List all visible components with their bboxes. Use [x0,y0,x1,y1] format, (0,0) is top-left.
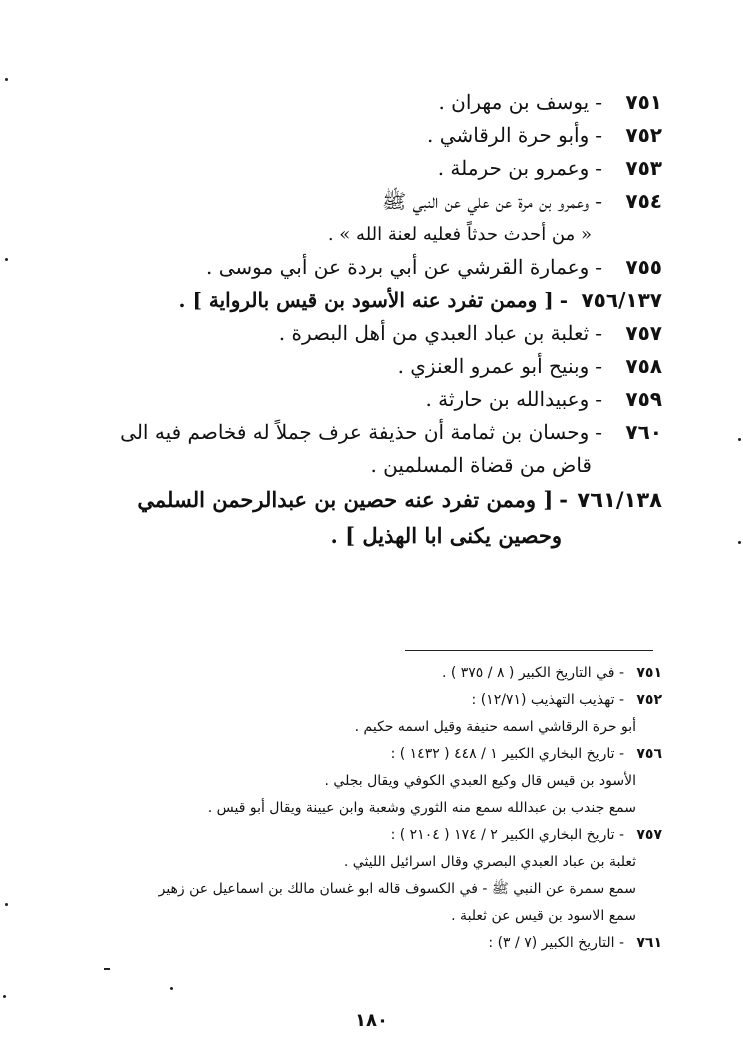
footnote [70,741,662,768]
footnote-text: - في التاريخ الكبير ( ٨ / ٣٧٥ ) . [441,665,624,681]
entry-754-hadith: « من أحدث حدثاً فعليه لعنة الله » . [327,224,592,245]
entry-text: [ وممن تفرد عنه الأسود بن قيس بالرواية ] . [178,288,554,312]
footnote-number: ٧٦١ [636,935,662,951]
entry-dash: - [595,189,602,213]
scan-speck [5,258,8,261]
footnote-number: ٧٥١ [636,665,662,681]
entry-number: ٧٥٦/١٣٧ [581,288,662,312]
scan-speck [5,903,8,906]
entry-761-heading [70,482,662,518]
entry-number: ٧٥٤ [625,189,662,213]
footnote [70,930,662,957]
entry-755 [70,251,662,284]
scan-speck [3,995,6,998]
entry-number: ٧٥٢ [625,123,662,147]
entry-757 [70,317,662,350]
footnote [70,822,662,849]
entry-760-continuation: قاض من قضاة المسلمين . [370,453,592,477]
footnote-detail [70,849,662,876]
entry-dash: - [595,90,602,114]
entry-number: ٧٥١ [625,90,662,114]
entry-dash: - [559,487,568,512]
scan-speck [5,78,8,81]
entry-number: ٧٦٠ [625,420,662,444]
entry-dash: - [595,387,602,411]
footnote-text: - التاريخ الكبير (٧ / ٣) : [488,935,624,951]
entry-756-heading [70,284,662,317]
entry-number: ٧٥٨ [625,354,662,378]
footnote-text: سمع جندب بن عبدالله سمع منه الثوري وشعبة وابن عيينة ويقال أبو قيس . [207,800,636,816]
footnote-number: ٧٥٢ [636,692,662,708]
entry-text: وعمرو بن حرملة . [437,156,590,180]
entry-text: وعمارة القرشي عن أبي بردة عن أبي موسى . [206,255,590,279]
footnote-detail [70,768,662,795]
footnote-number: ٧٥٧ [636,827,662,843]
footnote-detail [70,903,662,930]
entry-dash: - [559,288,568,312]
footnote-text: - تهذيب التهذيب (١٢/٧١) : [471,692,624,708]
entry-text: وحسان بن ثمامة أن حذيفة عرف جملاً له فخاصم فيه الى [120,420,590,444]
footnote-text: - تاريخ البخاري الكبير ٢ / ١٧٤ ( ٢١٠٤ ) : [390,827,624,843]
footnote-detail [70,876,662,903]
footnote-number: ٧٥٦ [636,746,662,762]
entry-751 [70,86,662,119]
entry-number: ٧٥٧ [625,321,662,345]
page-number: ١٨٠ [355,1010,388,1031]
footnotes [70,660,662,957]
entry-number: ٧٥٥ [625,255,662,279]
footnote-text: - تاريخ البخاري الكبير ١ / ٤٤٨ ( ١٤٣٢ ) : [390,746,624,762]
footnote-text: أبو حرة الرقاشي اسمه حنيفة وقيل اسمه حكيم . [354,719,636,735]
entry-text: وعبيدالله بن حارثة . [425,387,590,411]
scan-speck [738,438,741,441]
entry-number: ٧٥٩ [625,387,662,411]
footnote-text: ثعلبة بن عباد العبدي البصري وقال اسرائيل الليثي . [343,854,636,870]
footnote-detail [70,795,662,822]
entry-758 [70,350,662,383]
entry-dash: - [595,123,602,147]
entry-dash: - [595,321,602,345]
entry-760 [70,416,662,449]
entry-754 [70,185,662,218]
entry-759 [70,383,662,416]
footnote-text: الأسود بن قيس قال وكيع العبدي الكوفي ويقال بجلي . [324,773,636,789]
entry-752 [70,119,662,152]
footnote [70,660,662,687]
entry-dash: - [595,420,602,444]
entry-text: [ وممن تفرد عنه حصين بن عبدالرحمن السلمي [137,487,554,512]
entry-text: ثعلبة بن عباد العبدي من أهل البصرة . [278,321,590,345]
scan-speck [170,987,173,990]
footnote-detail [70,714,662,741]
entry-number: ٧٥٣ [625,156,662,180]
entry-text: وعمرو بن مرة عن علي عن النبي ﷺ [382,189,590,213]
entry-text: وبنيح أبو عمرو العنزي . [397,354,590,378]
entry-text: يوسف بن مهران . [438,90,590,114]
entry-dash: - [595,255,602,279]
narrator-list [70,86,662,554]
entry-text: وأبو حرة الرقاشي . [427,123,590,147]
footnote-divider [405,650,653,651]
entry-761-continuation: وحصين يكنى ابا الهذيل ] . [330,523,562,548]
footnote-text: سمع سمرة عن النبي ﷺ - في الكسوف قاله ابو غسان مالك بن اسماعيل عن زهير [158,881,636,897]
scan-speck [104,968,110,970]
entry-dash: - [595,156,602,180]
entry-753 [70,152,662,185]
entry-number: ٧٦١/١٣٨ [577,488,662,512]
footnote [70,687,662,714]
scan-speck [738,541,741,544]
footnote-text: سمع الاسود بن قيس عن ثعلبة . [451,908,636,924]
entry-dash: - [595,354,602,378]
